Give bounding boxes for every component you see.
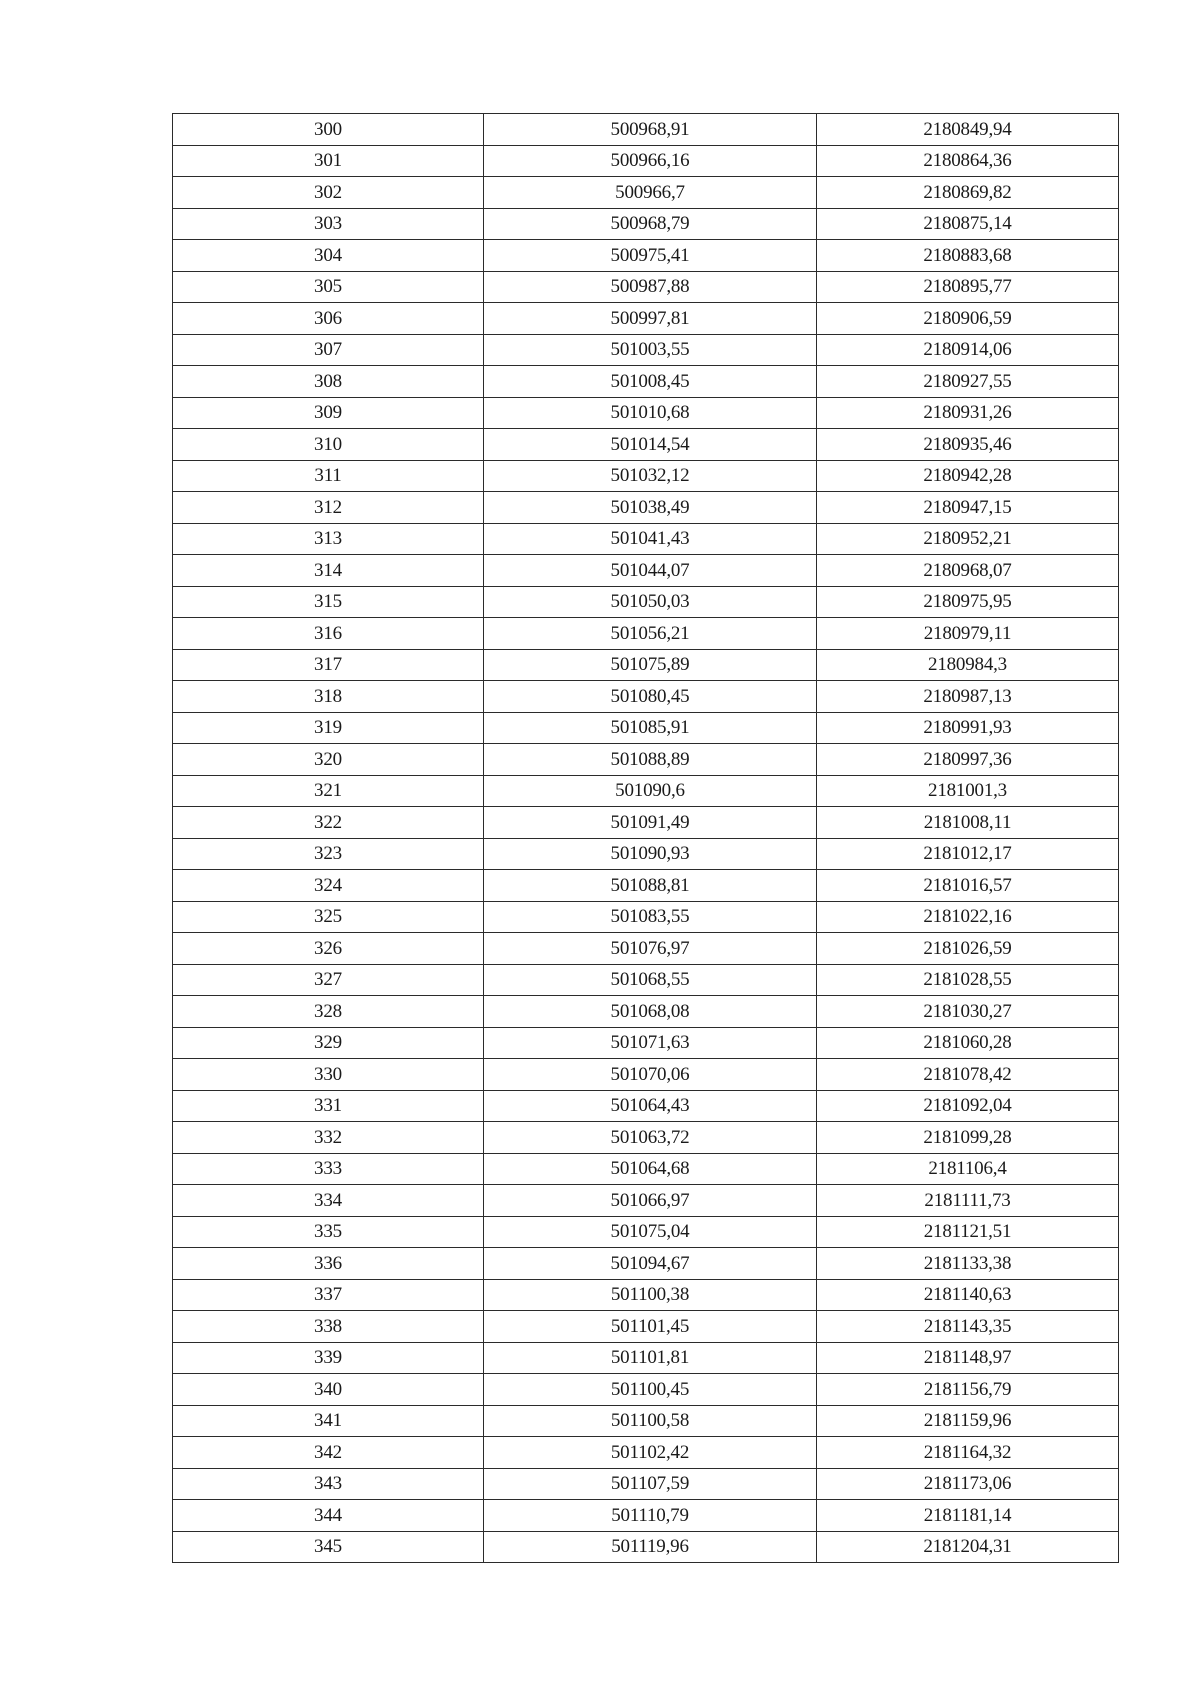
table-row (173, 397, 1119, 429)
point-number-cell: 343 (173, 1468, 484, 1500)
point-number-cell: 339 (173, 1342, 484, 1374)
y-coordinate-cell: 2181173,06 (817, 1468, 1119, 1500)
y-coordinate-cell: 2181181,14 (817, 1500, 1119, 1532)
x-coordinate-cell: 501010,68 (484, 397, 817, 429)
x-coordinate-cell: 501064,43 (484, 1090, 817, 1122)
x-coordinate-cell: 501090,6 (484, 775, 817, 807)
table-row (173, 1059, 1119, 1091)
x-coordinate-cell: 500987,88 (484, 271, 817, 303)
y-coordinate-cell: 2181111,73 (817, 1185, 1119, 1217)
y-coordinate-cell: 2181143,35 (817, 1311, 1119, 1343)
point-number-cell: 327 (173, 964, 484, 996)
point-number-cell: 309 (173, 397, 484, 429)
y-coordinate-cell: 2180931,26 (817, 397, 1119, 429)
table-row (173, 145, 1119, 177)
table-row (173, 586, 1119, 618)
point-number-cell: 307 (173, 334, 484, 366)
point-number-cell: 303 (173, 208, 484, 240)
table-row (173, 492, 1119, 524)
point-number-cell: 323 (173, 838, 484, 870)
table-row (173, 1342, 1119, 1374)
x-coordinate-cell: 501071,63 (484, 1027, 817, 1059)
point-number-cell: 324 (173, 870, 484, 902)
table-row (173, 366, 1119, 398)
y-coordinate-cell: 2180942,28 (817, 460, 1119, 492)
point-number-cell: 340 (173, 1374, 484, 1406)
point-number-cell: 326 (173, 933, 484, 965)
table-row (173, 775, 1119, 807)
table-row (173, 1468, 1119, 1500)
x-coordinate-cell: 501085,91 (484, 712, 817, 744)
x-coordinate-cell: 501063,72 (484, 1122, 817, 1154)
point-number-cell: 315 (173, 586, 484, 618)
point-number-cell: 310 (173, 429, 484, 461)
y-coordinate-cell: 2181022,16 (817, 901, 1119, 933)
x-coordinate-cell: 501102,42 (484, 1437, 817, 1469)
y-coordinate-cell: 2180914,06 (817, 334, 1119, 366)
x-coordinate-cell: 501068,55 (484, 964, 817, 996)
y-coordinate-cell: 2180979,11 (817, 618, 1119, 650)
table-row (173, 964, 1119, 996)
point-number-cell: 301 (173, 145, 484, 177)
y-coordinate-cell: 2181133,38 (817, 1248, 1119, 1280)
y-coordinate-cell: 2181092,04 (817, 1090, 1119, 1122)
x-coordinate-cell: 501008,45 (484, 366, 817, 398)
y-coordinate-cell: 2180935,46 (817, 429, 1119, 461)
x-coordinate-cell: 501094,67 (484, 1248, 817, 1280)
table-row (173, 334, 1119, 366)
table-row (173, 555, 1119, 587)
y-coordinate-cell: 2181001,3 (817, 775, 1119, 807)
point-number-cell: 306 (173, 303, 484, 335)
x-coordinate-cell: 501064,68 (484, 1153, 817, 1185)
x-coordinate-cell: 501044,07 (484, 555, 817, 587)
y-coordinate-cell: 2181008,11 (817, 807, 1119, 839)
x-coordinate-cell: 501066,97 (484, 1185, 817, 1217)
y-coordinate-cell: 2181028,55 (817, 964, 1119, 996)
table-row (173, 807, 1119, 839)
point-number-cell: 314 (173, 555, 484, 587)
y-coordinate-cell: 2180883,68 (817, 240, 1119, 272)
point-number-cell: 322 (173, 807, 484, 839)
y-coordinate-cell: 2180875,14 (817, 208, 1119, 240)
point-number-cell: 332 (173, 1122, 484, 1154)
point-number-cell: 325 (173, 901, 484, 933)
point-number-cell: 341 (173, 1405, 484, 1437)
y-coordinate-cell: 2181030,27 (817, 996, 1119, 1028)
point-number-cell: 335 (173, 1216, 484, 1248)
point-number-cell: 311 (173, 460, 484, 492)
point-number-cell: 328 (173, 996, 484, 1028)
point-number-cell: 302 (173, 177, 484, 209)
y-coordinate-cell: 2180987,13 (817, 681, 1119, 713)
y-coordinate-cell: 2181099,28 (817, 1122, 1119, 1154)
x-coordinate-cell: 501119,96 (484, 1531, 817, 1563)
point-number-cell: 342 (173, 1437, 484, 1469)
y-coordinate-cell: 2180869,82 (817, 177, 1119, 209)
table-row (173, 901, 1119, 933)
x-coordinate-cell: 500975,41 (484, 240, 817, 272)
table-row (173, 271, 1119, 303)
x-coordinate-cell: 500966,7 (484, 177, 817, 209)
y-coordinate-cell: 2180895,77 (817, 271, 1119, 303)
point-number-cell: 313 (173, 523, 484, 555)
table-row (173, 1437, 1119, 1469)
x-coordinate-cell: 501014,54 (484, 429, 817, 461)
point-number-cell: 316 (173, 618, 484, 650)
table-row (173, 1374, 1119, 1406)
x-coordinate-cell: 501032,12 (484, 460, 817, 492)
x-coordinate-cell: 501101,81 (484, 1342, 817, 1374)
x-coordinate-cell: 501075,89 (484, 649, 817, 681)
y-coordinate-cell: 2180927,55 (817, 366, 1119, 398)
table-row (173, 177, 1119, 209)
point-number-cell: 331 (173, 1090, 484, 1122)
x-coordinate-cell: 501076,97 (484, 933, 817, 965)
x-coordinate-cell: 501110,79 (484, 1500, 817, 1532)
table-row (173, 933, 1119, 965)
point-number-cell: 345 (173, 1531, 484, 1563)
coordinates-table (172, 113, 1119, 1563)
table-row (173, 1279, 1119, 1311)
x-coordinate-cell: 501080,45 (484, 681, 817, 713)
table-row (173, 649, 1119, 681)
table-row (173, 1185, 1119, 1217)
y-coordinate-cell: 2181140,63 (817, 1279, 1119, 1311)
table-row (173, 208, 1119, 240)
point-number-cell: 330 (173, 1059, 484, 1091)
y-coordinate-cell: 2181106,4 (817, 1153, 1119, 1185)
point-number-cell: 317 (173, 649, 484, 681)
x-coordinate-cell: 501100,45 (484, 1374, 817, 1406)
table-row (173, 996, 1119, 1028)
x-coordinate-cell: 501083,55 (484, 901, 817, 933)
table-row (173, 1122, 1119, 1154)
table-row (173, 523, 1119, 555)
table-row (173, 1248, 1119, 1280)
table-row (173, 838, 1119, 870)
table-row (173, 1153, 1119, 1185)
point-number-cell: 304 (173, 240, 484, 272)
y-coordinate-cell: 2181026,59 (817, 933, 1119, 965)
y-coordinate-cell: 2180997,36 (817, 744, 1119, 776)
point-number-cell: 321 (173, 775, 484, 807)
y-coordinate-cell: 2180849,94 (817, 114, 1119, 146)
x-coordinate-cell: 501088,89 (484, 744, 817, 776)
x-coordinate-cell: 501038,49 (484, 492, 817, 524)
table-row (173, 240, 1119, 272)
point-number-cell: 336 (173, 1248, 484, 1280)
point-number-cell: 318 (173, 681, 484, 713)
y-coordinate-cell: 2180952,21 (817, 523, 1119, 555)
point-number-cell: 333 (173, 1153, 484, 1185)
point-number-cell: 334 (173, 1185, 484, 1217)
y-coordinate-cell: 2181060,28 (817, 1027, 1119, 1059)
y-coordinate-cell: 2180975,95 (817, 586, 1119, 618)
x-coordinate-cell: 501091,49 (484, 807, 817, 839)
point-number-cell: 337 (173, 1279, 484, 1311)
y-coordinate-cell: 2180906,59 (817, 303, 1119, 335)
y-coordinate-cell: 2181016,57 (817, 870, 1119, 902)
table-row (173, 1500, 1119, 1532)
point-number-cell: 320 (173, 744, 484, 776)
y-coordinate-cell: 2181078,42 (817, 1059, 1119, 1091)
x-coordinate-cell: 501100,38 (484, 1279, 817, 1311)
x-coordinate-cell: 500968,91 (484, 114, 817, 146)
x-coordinate-cell: 501003,55 (484, 334, 817, 366)
y-coordinate-cell: 2180864,36 (817, 145, 1119, 177)
x-coordinate-cell: 500997,81 (484, 303, 817, 335)
x-coordinate-cell: 501050,03 (484, 586, 817, 618)
point-number-cell: 329 (173, 1027, 484, 1059)
table-row (173, 1531, 1119, 1563)
x-coordinate-cell: 501107,59 (484, 1468, 817, 1500)
x-coordinate-cell: 501088,81 (484, 870, 817, 902)
point-number-cell: 344 (173, 1500, 484, 1532)
table-row (173, 429, 1119, 461)
table-row (173, 1027, 1119, 1059)
table-row (173, 303, 1119, 335)
table-row (173, 1405, 1119, 1437)
x-coordinate-cell: 501041,43 (484, 523, 817, 555)
table-row (173, 744, 1119, 776)
point-number-cell: 305 (173, 271, 484, 303)
x-coordinate-cell: 500966,16 (484, 145, 817, 177)
x-coordinate-cell: 501075,04 (484, 1216, 817, 1248)
point-number-cell: 312 (173, 492, 484, 524)
table-row (173, 681, 1119, 713)
y-coordinate-cell: 2180968,07 (817, 555, 1119, 587)
y-coordinate-cell: 2181156,79 (817, 1374, 1119, 1406)
table-row (173, 870, 1119, 902)
point-number-cell: 300 (173, 114, 484, 146)
table-row (173, 1311, 1119, 1343)
y-coordinate-cell: 2181204,31 (817, 1531, 1119, 1563)
table-row (173, 712, 1119, 744)
x-coordinate-cell: 501068,08 (484, 996, 817, 1028)
table-row (173, 114, 1119, 146)
y-coordinate-cell: 2180947,15 (817, 492, 1119, 524)
x-coordinate-cell: 501101,45 (484, 1311, 817, 1343)
x-coordinate-cell: 500968,79 (484, 208, 817, 240)
table-row (173, 460, 1119, 492)
x-coordinate-cell: 501100,58 (484, 1405, 817, 1437)
y-coordinate-cell: 2181159,96 (817, 1405, 1119, 1437)
y-coordinate-cell: 2181121,51 (817, 1216, 1119, 1248)
x-coordinate-cell: 501070,06 (484, 1059, 817, 1091)
y-coordinate-cell: 2181012,17 (817, 838, 1119, 870)
table-row (173, 618, 1119, 650)
table-row (173, 1216, 1119, 1248)
coordinates-table-body (173, 114, 1119, 1563)
point-number-cell: 319 (173, 712, 484, 744)
y-coordinate-cell: 2180984,3 (817, 649, 1119, 681)
point-number-cell: 338 (173, 1311, 484, 1343)
y-coordinate-cell: 2181164,32 (817, 1437, 1119, 1469)
point-number-cell: 308 (173, 366, 484, 398)
y-coordinate-cell: 2180991,93 (817, 712, 1119, 744)
y-coordinate-cell: 2181148,97 (817, 1342, 1119, 1374)
x-coordinate-cell: 501056,21 (484, 618, 817, 650)
x-coordinate-cell: 501090,93 (484, 838, 817, 870)
table-row (173, 1090, 1119, 1122)
